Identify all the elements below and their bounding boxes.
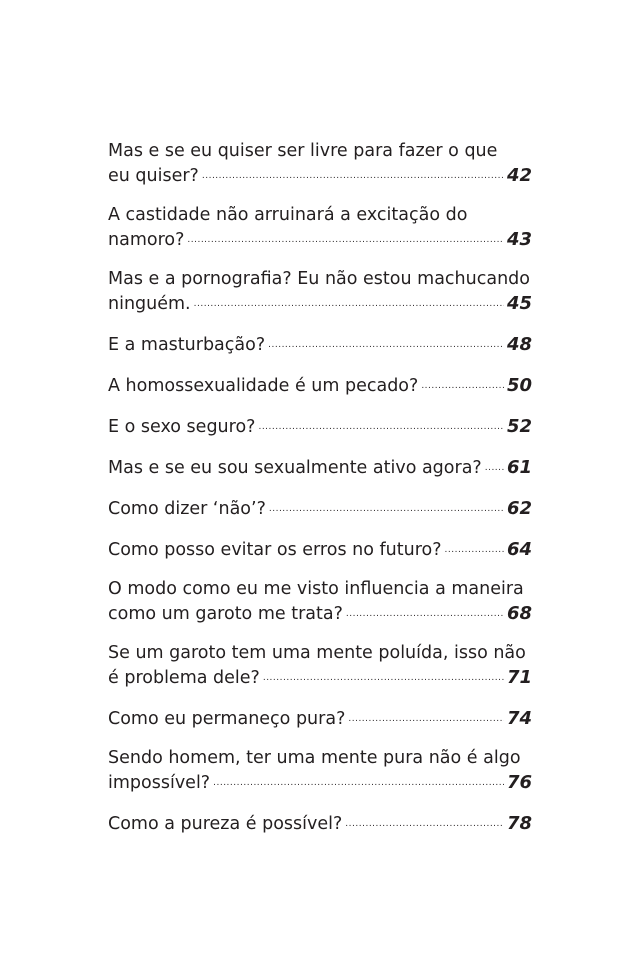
- toc-entry[interactable]: [108, 496, 532, 521]
- toc-entry-page-number: 74: [506, 708, 532, 729]
- toc-entry[interactable]: [108, 706, 532, 731]
- toc-entry-page-number: 42: [506, 165, 532, 186]
- toc-entry-title-end: Como dizer ‘não’?: [108, 499, 266, 519]
- dot-leader: [194, 291, 504, 309]
- toc-entry-title-line: Mas e a pornografia? Eu não estou machucando: [108, 269, 530, 289]
- dot-leader: [485, 455, 504, 473]
- toc-entry-title-line: O modo como eu me visto influencia a maneira: [108, 579, 524, 599]
- toc-entry-title-end: Como eu permaneço pura?: [108, 709, 346, 729]
- toc-entry-title-end: é problema dele?: [108, 668, 260, 688]
- dot-leader: [213, 770, 504, 788]
- toc-entry-title-end: Como a pureza é possível?: [108, 814, 343, 834]
- toc-entry[interactable]: [108, 642, 532, 690]
- toc-entry-last-line: [108, 601, 532, 626]
- toc-entry-page-number: 45: [506, 293, 532, 314]
- dot-leader: [445, 537, 504, 555]
- dot-leader: [268, 332, 504, 350]
- dot-leader: [269, 496, 504, 514]
- toc-entry[interactable]: [108, 332, 532, 357]
- toc-entry-page-number: 78: [506, 813, 532, 834]
- toc-entry-page-number: 71: [506, 667, 532, 688]
- toc-entry-title-end: impossível?: [108, 773, 211, 793]
- toc-entry[interactable]: [108, 747, 532, 795]
- toc-entry-last-line: [108, 414, 532, 439]
- toc-entry-title-end: Mas e se eu sou sexualmente ativo agora?: [108, 458, 482, 478]
- toc-entry-last-line: [108, 665, 532, 690]
- toc-entry-title-end: E o sexo seguro?: [108, 417, 256, 437]
- toc-entry-title-end: E a masturbação?: [108, 335, 266, 355]
- toc-entry-page-number: 43: [506, 229, 532, 250]
- dot-leader: [202, 163, 504, 181]
- toc-entry[interactable]: [108, 455, 532, 480]
- dot-leader: [421, 373, 504, 391]
- dot-leader: [187, 227, 504, 245]
- toc-entry-last-line: [108, 770, 532, 795]
- toc-entry-page-number: 48: [506, 334, 532, 355]
- toc-entry-last-line: [108, 227, 532, 252]
- toc-entry-page-number: 76: [506, 772, 532, 793]
- toc-entry[interactable]: [108, 811, 532, 836]
- toc-entry-last-line: [108, 455, 532, 480]
- toc-entry-title-end: ninguém.: [108, 294, 191, 314]
- toc-entry[interactable]: [108, 578, 532, 626]
- toc-entry-title-end: como um garoto me trata?: [108, 604, 343, 624]
- toc-entry-title-line: Mas e se eu quiser ser livre para fazer o que: [108, 141, 498, 161]
- toc-entry-last-line: [108, 706, 532, 731]
- toc-entry-last-line: [108, 332, 532, 357]
- toc-entry-title-end: eu quiser?: [108, 166, 199, 186]
- toc-entry[interactable]: [108, 373, 532, 398]
- toc-entry-last-line: [108, 373, 532, 398]
- toc-entry[interactable]: [108, 414, 532, 439]
- toc-entry-last-line: [108, 163, 532, 188]
- dot-leader: [348, 706, 504, 724]
- dot-leader: [258, 414, 503, 432]
- toc-entry-page-number: 61: [506, 457, 532, 478]
- toc-entry-page-number: 64: [506, 539, 532, 560]
- toc-entry-last-line: [108, 496, 532, 521]
- toc-entry-title-end: namoro?: [108, 230, 185, 250]
- toc-entry-page-number: 52: [506, 416, 532, 437]
- toc-entry-page-number: 62: [506, 498, 532, 519]
- table-of-contents: [108, 140, 532, 852]
- toc-entry-title-line: A castidade não arruinará a excitação do: [108, 205, 468, 225]
- toc-entry-last-line: [108, 537, 532, 562]
- toc-entry-title-end: Como posso evitar os erros no futuro?: [108, 540, 442, 560]
- toc-entry-title-line: Se um garoto tem uma mente poluída, isso não: [108, 643, 526, 663]
- toc-entry-title-line: Sendo homem, ter uma mente pura não é algo: [108, 748, 521, 768]
- toc-entry[interactable]: [108, 537, 532, 562]
- toc-entry[interactable]: [108, 268, 532, 316]
- toc-entry-last-line: [108, 291, 532, 316]
- toc-entry-page-number: 50: [506, 375, 532, 396]
- toc-entry[interactable]: [108, 204, 532, 252]
- toc-entry-last-line: [108, 811, 532, 836]
- toc-entry[interactable]: [108, 140, 532, 188]
- toc-entry-page-number: 68: [506, 603, 532, 624]
- dot-leader: [346, 601, 504, 619]
- dot-leader: [263, 665, 504, 683]
- toc-entry-title-end: A homossexualidade é um pecado?: [108, 376, 419, 396]
- dot-leader: [345, 811, 504, 829]
